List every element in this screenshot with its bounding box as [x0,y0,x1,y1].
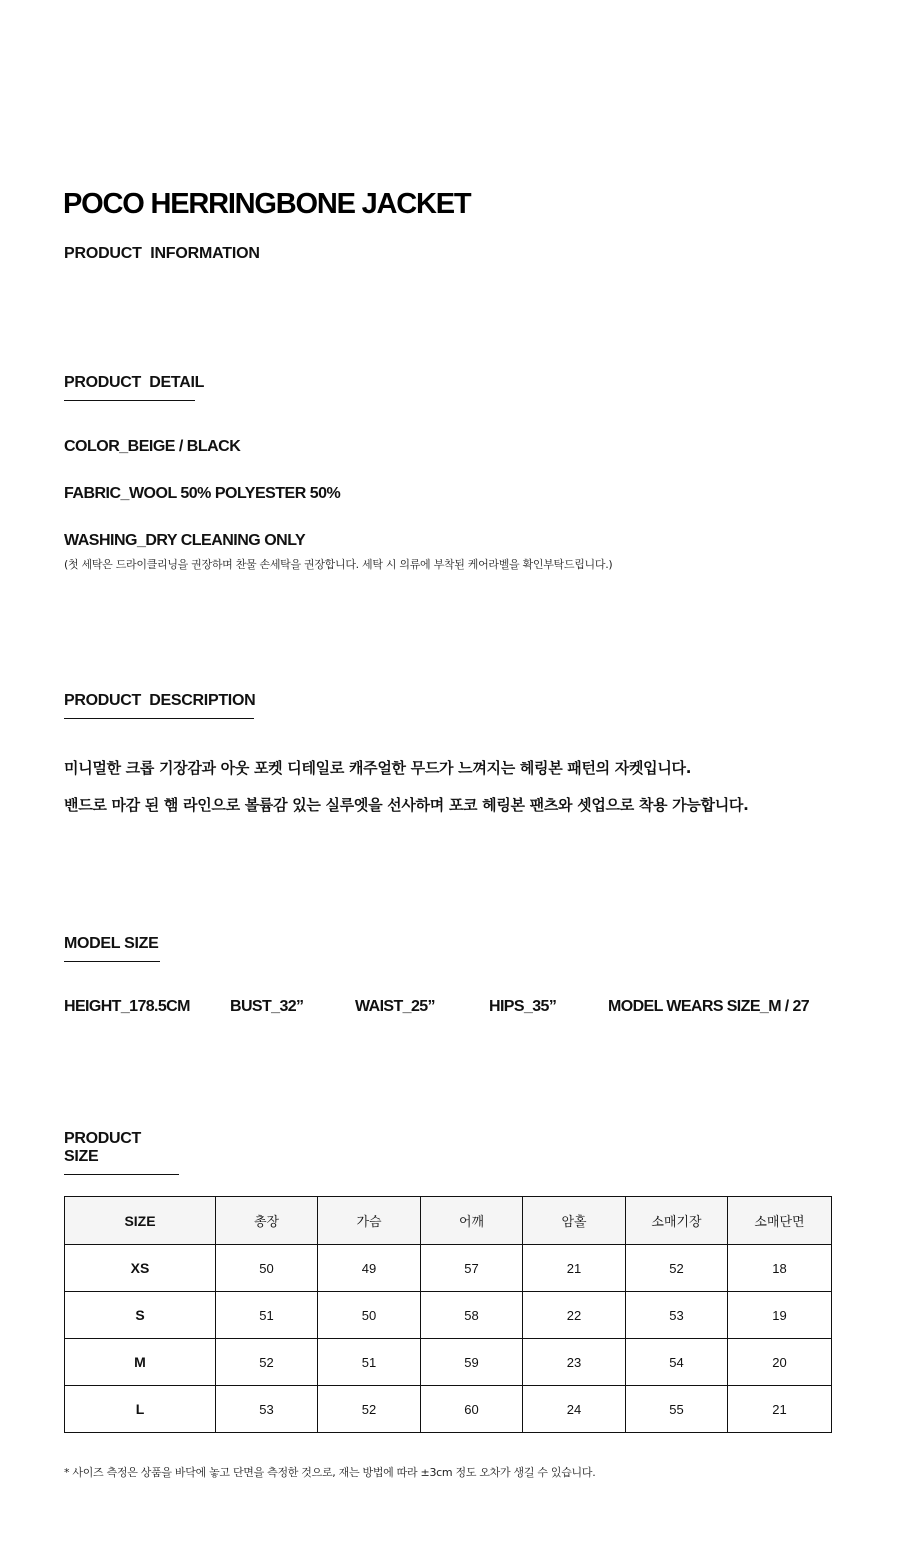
fabric-info: FABRIC_WOOL 50% POLYESTER 50% [64,485,341,502]
model-wears-size: MODEL WEARS SIZE_M / 27 [608,998,810,1015]
table-row [65,1339,832,1386]
table-cell: 50 [216,1245,318,1292]
table-cell: 21 [728,1386,832,1433]
product-description-section [64,692,254,719]
column-header-sleeve-length: 소매기장 [626,1197,728,1245]
table-cell: 52 [318,1386,421,1433]
table-cell: 18 [728,1245,832,1292]
table-cell: 55 [626,1386,728,1433]
size-label: S [65,1292,216,1339]
column-header-chest: 가슴 [318,1197,421,1245]
table-cell: 22 [523,1292,626,1339]
table-cell: 24 [523,1386,626,1433]
size-label: XS [65,1245,216,1292]
column-header-shoulder: 어깨 [421,1197,523,1245]
product-detail-heading: PRODUCT DETAIL [64,374,195,401]
table-cell: 51 [216,1292,318,1339]
table-cell: 49 [318,1245,421,1292]
table-row [65,1292,832,1339]
product-title: POCO HERRINGBONE JACKET [63,188,471,220]
table-cell: 50 [318,1292,421,1339]
table-cell: 58 [421,1292,523,1339]
description-line-1: 미니멀한 크롭 기장감과 아웃 포켓 디테일로 캐주얼한 무드가 느껴지는 헤링본 패턴의 자켓입니다. [64,759,692,777]
model-size-heading: MODEL SIZE [64,935,160,962]
table-cell: 51 [318,1339,421,1386]
product-information-label: PRODUCT INFORMATION [64,245,260,262]
table-row [65,1245,832,1292]
model-waist: WAIST_25” [355,998,435,1015]
size-label: L [65,1386,216,1433]
description-line-2: 밴드로 마감 된 햄 라인으로 볼륨감 있는 실루엣을 선사하며 포코 헤링본 팬츠와 셋업으로 착용 가능합니다. [64,796,749,814]
model-bust: BUST_32” [230,998,304,1015]
table-cell: 20 [728,1339,832,1386]
column-header-size: SIZE [65,1197,216,1245]
color-info: COLOR_BEIGE / BLACK [64,438,241,455]
table-cell: 21 [523,1245,626,1292]
table-cell: 19 [728,1292,832,1339]
table-cell: 23 [523,1339,626,1386]
table-cell: 59 [421,1339,523,1386]
product-description-heading: PRODUCT DESCRIPTION [64,692,254,719]
table-cell: 52 [216,1339,318,1386]
table-cell: 53 [216,1386,318,1433]
washing-note: (첫 세탁은 드라이클리닝을 권장하며 찬물 손세탁을 권장합니다. 세탁 시 의류에 부착된 케어라벨을 확인부탁드립니다.) [64,558,613,571]
column-header-sleeve-opening: 소매단면 [728,1197,832,1245]
washing-info: WASHING_DRY CLEANING ONLY [64,532,306,549]
table-row [65,1386,832,1433]
table-cell: 52 [626,1245,728,1292]
model-size-section [64,935,160,962]
model-hips: HIPS_35” [489,998,557,1015]
table-cell: 53 [626,1292,728,1339]
size-table-header-row [65,1197,832,1245]
size-table [64,1196,832,1433]
size-label: M [65,1339,216,1386]
column-header-length: 총장 [216,1197,318,1245]
size-measurement-note: * 사이즈 측정은 상품을 바닥에 놓고 단면을 측정한 것으로, 재는 방법에 따라 ±3cm 정도 오차가 생길 수 있습니다. [64,1466,596,1479]
product-detail-section [64,374,205,401]
product-size-heading: PRODUCT SIZE [64,1130,179,1175]
product-size-section [64,1130,179,1175]
table-cell: 57 [421,1245,523,1292]
table-cell: 60 [421,1386,523,1433]
model-height: HEIGHT_178.5CM [64,998,190,1015]
column-header-armhole: 암홀 [523,1197,626,1245]
table-cell: 54 [626,1339,728,1386]
